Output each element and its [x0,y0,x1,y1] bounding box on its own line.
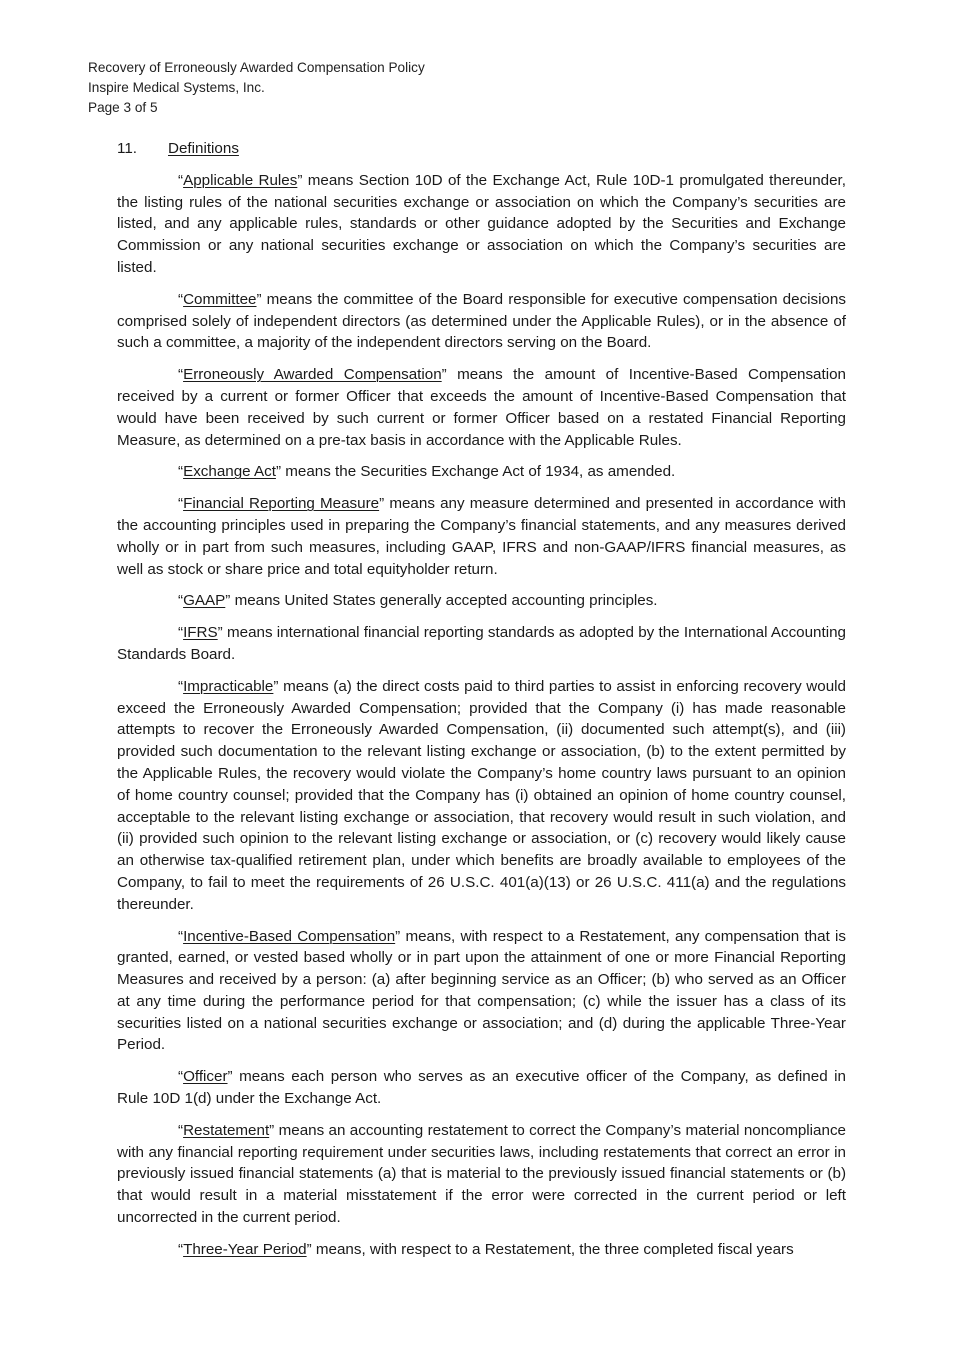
section-title: Definitions [168,140,239,157]
definition-applicable-rules: “Applicable Rules” means Section 10D of the Exchange Act, Rule 10D-1 promulgated thereunder, the listing rules of the national securities exchange or association on which the Company’s securities are listed, and any applicable rules, standards or other guidance adopted by the Securities and Exchange Commission or any national securities exchange or association on which the Company’s securities are listed. [117,171,846,276]
definition-restatement: “Restatement” means an accounting restatement to correct the Company’s material noncompliance with any financial reporting requirement under securities laws, including restatements that correct an error in previously issued financial statements (a) that is material to the previously issued financial statements or (b) that would result in a material misstatement if the error were corrected in the current period or left uncorrected in the current period. [117,1121,846,1227]
header-policy-title: Recovery of Erroneously Awarded Compensation Policy [88,60,425,75]
definition-exchange-act: “Exchange Act” means the Securities Exchange Act of 1934, as amended. [178,463,676,481]
definition-term: Officer [183,1068,228,1086]
definition-term: GAAP [183,592,226,610]
document-header [88,58,425,118]
definition-text: means the committee of the Board responsible for executive compensation decisions comprised solely of independent directors (as determined under the Applicable Rules), or in the absence of such a committee, a majority of the independent directors serving on the Board. [117,290,846,352]
definition-term: IFRS [183,624,218,642]
definition-term: Financial Reporting Measure [183,495,380,513]
definition-term: Restatement [183,1121,270,1139]
definition-three-year-period: “Three-Year Period” means, with respect to a Restatement, the three completed fiscal years [178,1240,794,1258]
definition-term: Committee [183,290,257,308]
definition-term: Incentive-Based Compensation [183,927,396,945]
definition-text: means any measure determined and presented in accordance with the accounting principles used in preparing the Company’s financial statements, and any measures derived wholly or in part from such measures, including GAAP, IFRS and non-GAAP/IFRS financial measures, as well as stock or share price and total equityholder return. [117,495,846,578]
definition-text: means Section 10D of the Exchange Act, Rule 10D-1 promulgated thereunder, the listing rules of the national securities exchange or association on which the Company’s securities are listed, and any applicable rules, standards or other guidance adopted by the Securities and Exchange Commission or any national securities exchange or association on which the Company’s securities are listed. [117,171,846,276]
definition-term: Impracticable [183,677,274,695]
definition-text: means the amount of Incentive-Based Compensation received by a current or former Officer that exceeds the amount of Incentive-Based Compensation that would have been received by such current or former Officer based on a restated Financial Reporting Measure, as determined on a pre-tax basis in accordance with the Applicable Rules. [117,366,846,449]
definition-financial-reporting-measure: “Financial Reporting Measure” means any measure determined and presented in accordance with the accounting principles used in preparing the Company’s financial statements, and any measures derived wholly or in part from such measures, including GAAP, IFRS and non-GAAP/IFRS financial measures, as well as stock or share price and total equityholder return. [117,495,846,578]
definition-text: means (a) the direct costs paid to third parties to assist in enforcing recovery would exceed the Erroneously Awarded Compensation; provided that the Company (i) has made reasonable attempts to recover the Erroneously Awarded Compensation, (ii) documented such attempt(s), and (iii) provided such documentation to the relevant listing exchange or association, (b) to the extent permitted by the Applicable Rules, the recovery would violate the Company’s home country laws pursuant to an opinion of home country counsel; provided that the Company has (i) obtained an opinion of home country counsel, acceptable to the relevant listing exchange or association, that recovery would result in such violation, and (ii) provided such opinion to the relevant listing exchange or association, or (c) recovery would likely cause an otherwise tax-qualified retirement plan, under which benefits are broadly available to employees of the Company, to fail to meet the requirements of 26 U.S.C. 401(a)(13) or 26 U.S.C. 411(a) and the regulations thereunder. [117,677,846,913]
definition-text: means United States generally accepted accounting principles. [230,592,658,610]
definition-text: means the Securities Exchange Act of 1934, as amended. [281,463,676,481]
definition-term: Three-Year Period [183,1240,307,1258]
header-page-number: Page 3 of 5 [88,100,158,115]
definition-impracticable: “Impracticable” means (a) the direct costs paid to third parties to assist in enforcing recovery would exceed the Erroneously Awarded Compensation; provided that the Company (i) has made reasonable attempts to recover the Erroneously Awarded Compensation, (ii) documented such attempt(s), and (iii) provided such documentation to the relevant listing exchange or association, (b) to the extent permitted by the Applicable Rules, the recovery would violate the Company’s home country laws pursuant to an opinion of home country counsel; provided that the Company has (i) obtained an opinion of home country counsel, acceptable to the relevant listing exchange or association, that recovery would result in such violation, and (ii) provided such opinion to the relevant listing exchange or association, or (c) recovery would likely cause an otherwise tax-qualified retirement plan, under which benefits are broadly available to employees of the Company, to fail to meet the requirements of 26 U.S.C. 401(a)(13) or 26 U.S.C. 411(a) and the regulations thereunder. [117,677,846,913]
definition-text: means international financial reporting standards as adopted by the International Accounting Standards Board. [117,624,846,663]
definition-incentive-based-compensation: “Incentive-Based Compensation” means, with respect to a Restatement, any compensation that is granted, earned, or vested based wholly or in part upon the attainment of one or more Financial Reporting Measures and received by a person: (a) after beginning service as an Officer; (b) who served as an Officer at any time during the performance period for that compensation; (c) while the issuer has a class of its securities listed on a national securities exchange or association; and (d) during the applicable Three-Year Period. [117,927,846,1054]
header-company-name: Inspire Medical Systems, Inc. [88,80,265,95]
definition-text: means each person who serves as an executive officer of the Company, as defined in Rule 10D 1(d) under the Exchange Act. [117,1068,846,1108]
section-heading [117,138,846,160]
definition-text: means, with respect to a Restatement, any compensation that is granted, earned, or vested based wholly or in part upon the attainment of one or more Financial Reporting Measures and received by a person: (a) after beginning service as an Officer; (b) who served as an Officer at any time during the performance period for that compensation; (c) while the issuer has a class of its securities listed on a national securities exchange or association; and (d) during the applicable Three-Year Period. [117,927,846,1054]
definition-erroneously-awarded-compensation: “Erroneously Awarded Compensation” means the amount of Incentive-Based Compensation received by a current or former Officer that exceeds the amount of Incentive-Based Compensation that would have been received by such current or former Officer based on a restated Financial Reporting Measure, as determined on a pre-tax basis in accordance with the Applicable Rules. [117,366,846,449]
definition-gaap: “GAAP” means United States generally accepted accounting principles. [178,592,658,610]
definition-committee: “Committee” means the committee of the Board responsible for executive compensation decisions comprised solely of independent directors (as determined under the Applicable Rules), or in the absence of such a committee, a majority of the independent directors serving on the Board. [117,290,846,352]
section-number: 11. [117,140,137,157]
definition-text: means, with respect to a Restatement, the three completed fiscal years [311,1240,794,1258]
definition-officer: “Officer” means each person who serves as an executive officer of the Company, as defined in Rule 10D 1(d) under the Exchange Act. [117,1068,846,1108]
definition-text: means an accounting restatement to correct the Company’s material noncompliance with any financial reporting requirement under securities laws, including restatements that correct an error in previously issued financial statements (a) that is material to the previously issued financial statements or (b) that would result in a material misstatement if the error were corrected in the current period or left uncorrected in the current period. [117,1121,846,1227]
definition-ifrs: “IFRS” means international financial reporting standards as adopted by the International Accounting Standards Board. [117,624,846,663]
definition-term: Exchange Act [183,463,276,481]
document-body [117,138,846,1271]
definition-term: Applicable Rules [183,171,298,189]
definition-term: Erroneously Awarded Compensation [183,366,442,384]
